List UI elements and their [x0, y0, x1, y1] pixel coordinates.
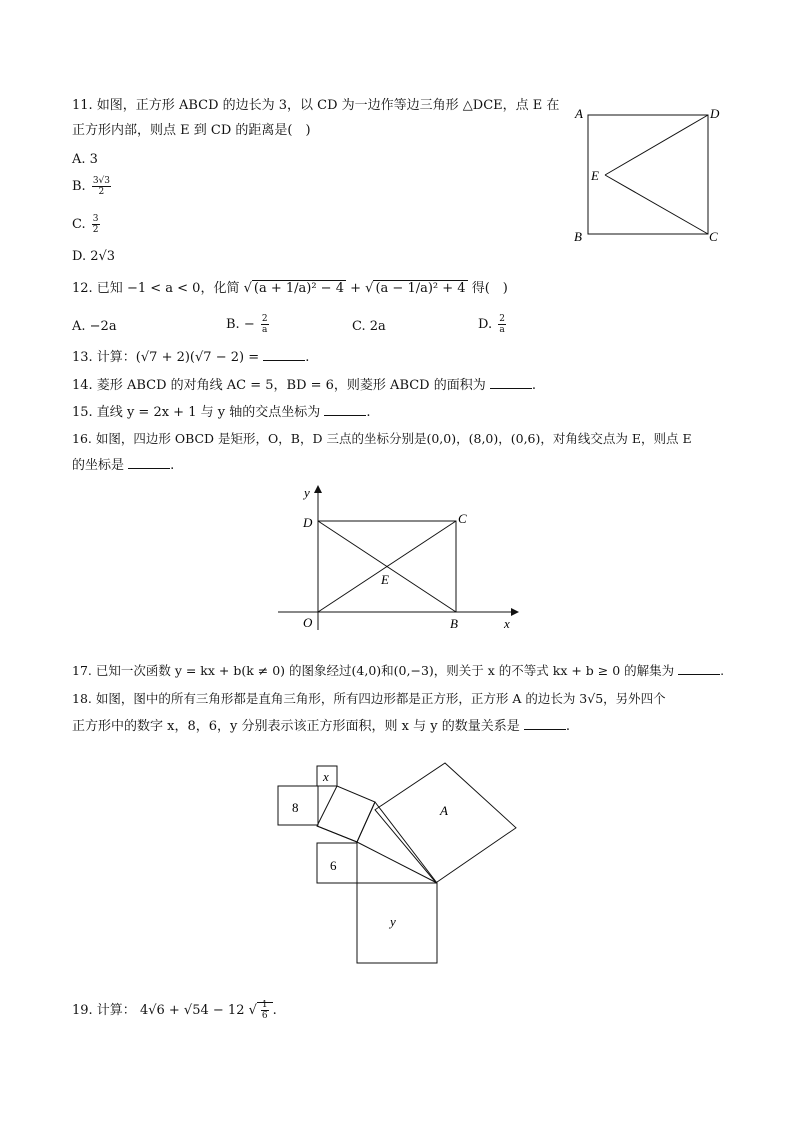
- axis-label-y: y: [304, 485, 310, 500]
- q12-option-b-numerator: 2: [261, 314, 268, 324]
- label-e: E: [381, 572, 389, 587]
- q15-line: [72, 403, 371, 422]
- q11-line1: 11. 如图，正方形 ABCD 的边长为 3，以 CD 为一边作等边三角形 △DCE，点 E 在: [72, 98, 560, 113]
- label-c: C: [458, 511, 467, 526]
- q11-option-b-numerator: 3√3: [92, 176, 111, 186]
- q12-prefix: 12. 已知 −1 < a < 0，化简: [72, 281, 240, 296]
- q14-line: [72, 376, 536, 395]
- q16-line1: 16. 如图，四边形 OBCD 是矩形，O，B，D 三点的坐标分别是(0,0)，(8,0)，(0,6)，对角线交点为 E，则点 E: [72, 431, 692, 446]
- q11-option-d: D. 2√3: [72, 249, 116, 264]
- q12-option-d-fraction: [498, 314, 506, 335]
- q11-option-b: [72, 176, 113, 197]
- q12-option-b-fraction: [261, 314, 269, 335]
- q11-option-c-fraction: [92, 214, 100, 235]
- q12-option-b-label: B. −: [226, 317, 255, 332]
- q12-option-b: [226, 314, 271, 335]
- label-y: y: [390, 914, 396, 929]
- q18-squares-figure: [270, 760, 530, 970]
- q11-option-b-fraction: [92, 176, 111, 197]
- q17-line: [72, 662, 724, 680]
- leg-1: [317, 826, 357, 842]
- q19-fraction: [261, 1000, 269, 1021]
- q17-answer-blank[interactable]: [678, 662, 720, 675]
- q13-text: 13. 计算：(√7 + 2)(√7 − 2) =: [72, 350, 260, 365]
- q13-line: [72, 348, 309, 367]
- q12-option-d-numerator: 2: [499, 314, 505, 324]
- square-middle-left: [317, 786, 375, 842]
- q18-line2: [72, 717, 570, 736]
- label-x: x: [323, 769, 329, 784]
- q11-option-a: A. 3: [72, 152, 98, 167]
- label-o: O: [303, 615, 313, 630]
- label-e: E: [591, 168, 599, 183]
- q12-option-d: [478, 314, 508, 335]
- q15-answer-blank[interactable]: [324, 403, 366, 416]
- q18-answer-blank[interactable]: [524, 717, 566, 730]
- square-y: [357, 883, 437, 963]
- q12-option-c: C. 2a: [352, 319, 386, 334]
- q12-option-d-denominator: a: [499, 325, 505, 335]
- q11-option-c-numerator: 3: [92, 214, 99, 224]
- q18-line1: 18. 如图，图中的所有三角形都是直角三角形，所有四边形都是正方形，正方形 A 的边长为 3√5，另外四个: [72, 691, 666, 706]
- label-c: C: [709, 229, 718, 244]
- q19-prefix: 19. 计算：: [72, 1003, 136, 1018]
- q19-radical: √ $\frac{1}{6}$: [249, 1000, 273, 1021]
- q17-text: 17. 已知一次函数 y = kx + b(k ≠ 0) 的图象经过(4,0)和(0,−3)，则关于 x 的不等式 kx + b ≥ 0 的解集为: [72, 663, 675, 678]
- label-a: A: [440, 803, 448, 818]
- q12-radical-2: √ (a − 1/a)² + 4: [365, 281, 466, 296]
- q12-stem: [72, 280, 508, 298]
- q11-option-c-label: C.: [72, 217, 86, 232]
- label-8: 8: [292, 800, 299, 815]
- q11-option-c-denominator: 2: [92, 225, 99, 235]
- label-d: D: [710, 106, 720, 121]
- q12-option-d-label: D.: [478, 317, 493, 332]
- label-6: 6: [330, 858, 337, 873]
- q12-expr-1: (a + 1/a)² − 4: [253, 281, 344, 296]
- q13-end: .: [305, 350, 310, 365]
- q13-answer-blank[interactable]: [263, 348, 305, 361]
- q19-denominator: 6: [261, 1011, 268, 1021]
- q16-end: .: [170, 458, 175, 473]
- q11-option-b-label: B.: [72, 179, 86, 194]
- q12-expr-2: (a − 1/a)² + 4: [375, 281, 466, 296]
- axis-label-x: x: [504, 616, 510, 631]
- q19-end: .: [272, 1003, 277, 1018]
- q12-radical-1: √ (a + 1/a)² − 4: [243, 281, 344, 296]
- label-d: D: [303, 515, 313, 530]
- hyp-2: [357, 802, 375, 842]
- q12-suffix: 得( ): [471, 281, 508, 296]
- q16-answer-blank[interactable]: [128, 456, 170, 469]
- q16-rectangle-figure: [270, 480, 530, 632]
- segment-ed: [605, 115, 708, 175]
- q12-option-a: A. −2a: [72, 319, 117, 334]
- q14-end: .: [531, 378, 537, 393]
- square-6: [317, 843, 357, 883]
- label-b: B: [574, 229, 582, 244]
- square-a: [375, 763, 516, 883]
- q11-option-b-denominator: 2: [98, 187, 105, 197]
- q15-text: 15. 直线 y = 2x + 1 与 y 轴的交点坐标为: [72, 405, 321, 420]
- q18-text: 正方形中的数字 x，8，6，y 分别表示该正方形面积，则 x 与 y 的数量关系是: [72, 719, 520, 734]
- q19-expression: 4√6 + √54 − 12: [139, 1003, 245, 1018]
- q14-text: 14. 菱形 ABCD 的对角线 AC = 5，BD = 6，则菱形 ABCD 的面积为: [72, 378, 486, 393]
- label-b: B: [450, 616, 458, 631]
- q11-line2: 正方形内部，则点 E 到 CD 的距离是( ): [72, 123, 311, 138]
- hyp-3: [375, 802, 437, 883]
- q17-end: .: [720, 663, 725, 678]
- label-a: A: [575, 106, 583, 121]
- q16-line2: [72, 456, 174, 475]
- q11-option-c: [72, 214, 102, 235]
- segment-ec: [605, 175, 708, 234]
- q14-answer-blank[interactable]: [490, 376, 532, 389]
- q19-line: [72, 1000, 277, 1021]
- q12-plus: +: [350, 281, 362, 296]
- hyp-1: [357, 842, 437, 883]
- q11-square-figure: [565, 100, 735, 250]
- q15-end: .: [366, 405, 371, 420]
- q18-end: .: [565, 719, 570, 734]
- q19-numerator: 1: [261, 1000, 268, 1010]
- q16-text: 的坐标是: [72, 458, 125, 473]
- q12-option-b-denominator: a: [262, 325, 268, 335]
